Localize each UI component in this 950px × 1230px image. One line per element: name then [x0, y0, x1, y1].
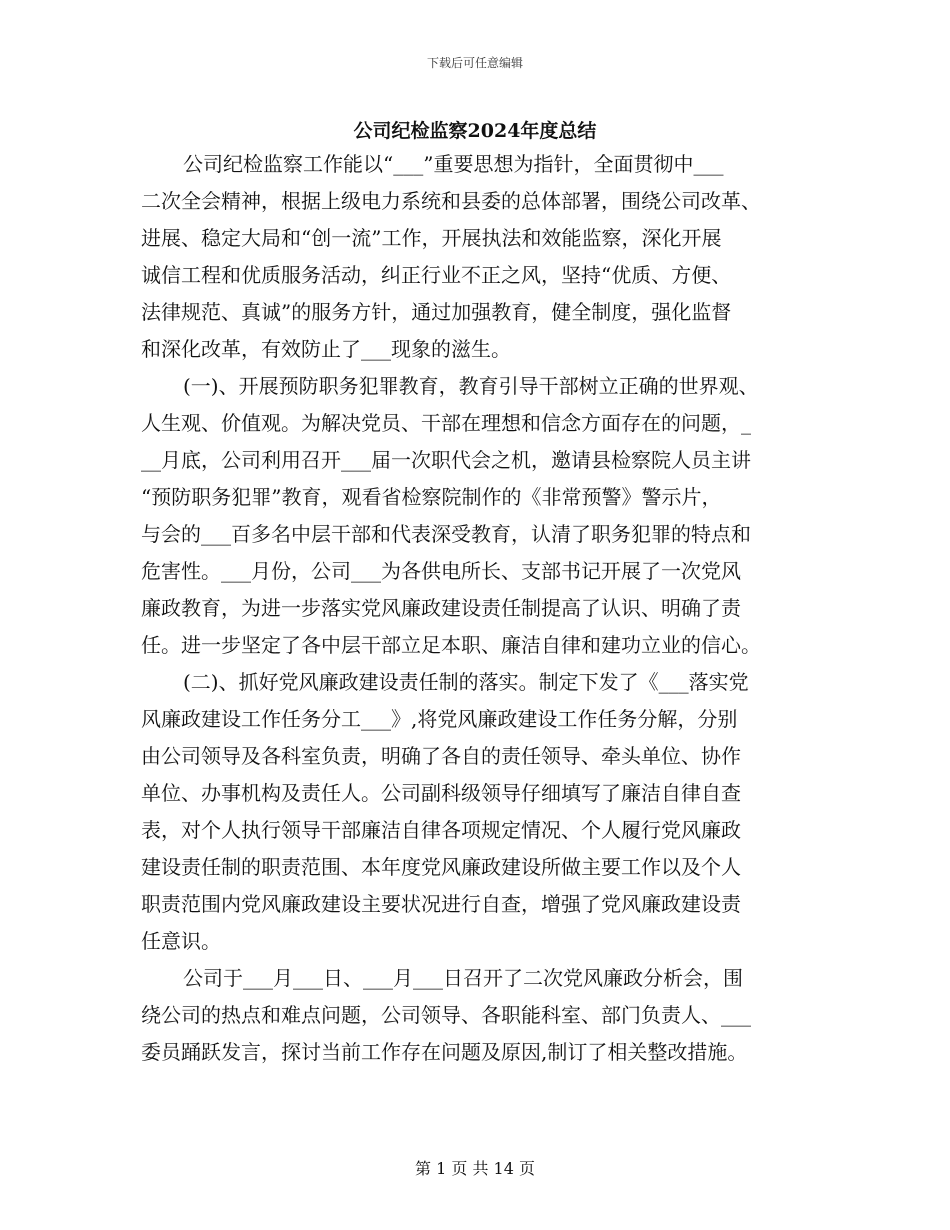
paragraph-line: 二次全会精神，根据上级电力系统和县委的总体部署，围绕公司改革、 — [141, 189, 761, 213]
paragraph-line: 与会的___百多名中层干部和代表深受教育，认清了职务犯罪的特点和 — [141, 522, 751, 546]
paragraph-line: 建设责任制的职责范围、本年度党风廉政建设所做主要工作以及个人 — [141, 855, 741, 879]
paragraph-line: 职责范围内党风廉政建设主要状况进行自查，增强了党风廉政建设责 — [141, 892, 741, 916]
paragraph-line: 任。进一步坚定了各中层干部立足本职、廉洁自律和建功立业的信心。 — [141, 633, 761, 657]
paragraph-line: 人生观、价值观。为解决党员、干部在理想和信念方面存在的问题，_ — [141, 411, 751, 435]
paragraph-line: 廉政教育，为进一步落实党风廉政建设责任制提高了认识、明确了责 — [141, 596, 741, 620]
paragraph-line: 公司纪检监察工作能以“___”重要思想为指针，全面贯彻中___ — [183, 152, 724, 176]
download-note: 下载后可任意编辑 — [426, 56, 523, 70]
paragraph-line: 诚信工程和优质服务活动，纠正行业不正之风，坚持“优质、方便、 — [141, 263, 732, 287]
document-title: 公司纪检监察2024年度总结 — [353, 120, 597, 142]
paragraph-line: 表，对个人执行领导干部廉洁自律各项规定情况、个人履行党风廉政 — [141, 818, 741, 842]
paragraph-line: 单位、办事机构及责任人。公司副科级领导仔细填写了廉洁自律自查 — [141, 781, 741, 805]
paragraph-line: 委员踊跃发言，探讨当前工作存在问题及原因,制订了相关整改措施。 — [141, 1040, 748, 1064]
paragraph-line: 由公司领导及各科室负责，明确了各自的责任领导、牵头单位、协作 — [141, 744, 741, 768]
paragraph-line: 法律规范、真诚”的服务方针，通过加强教育，健全制度，强化监督 — [141, 300, 732, 324]
document-body — [141, 146, 809, 1071]
paragraph-line: 公司于___月___日、___月___日召开了二次党风廉政分析会，围 — [183, 966, 743, 990]
paragraph-line: 绕公司的热点和难点问题，公司领导、各职能科室、部门负责人、___ — [141, 1003, 751, 1027]
paragraph — [141, 146, 809, 368]
paragraph-line: 任意识。 — [141, 929, 221, 953]
paragraph — [141, 664, 809, 960]
paragraph-line: __月底，公司利用召开___届一次职代会之机，邀请县检察院人员主讲 — [141, 448, 751, 472]
paragraph — [141, 368, 809, 664]
paragraph-line: 进展、稳定大局和“创一流”工作，开展执法和效能监察，深化开展 — [141, 226, 722, 250]
paragraph-line: 和深化改革，有效防止了___现象的滋生。 — [141, 337, 511, 361]
paragraph-line: 风廉政建设工作任务分工___》,将党风廉政建设工作任务分解，分别 — [141, 707, 738, 731]
page-number: 第 1 页 共 14 页 — [415, 1159, 535, 1178]
paragraph-line: “预防职务犯罪”教育，观看省检察院制作的《非常预警》警示片， — [141, 485, 722, 509]
paragraph-line: (二)、抓好党风廉政建设责任制的落实。制定下发了《___落实党 — [183, 670, 749, 694]
paragraph — [141, 960, 809, 1071]
paragraph-line: 危害性。___月份，公司___为各供电所长、支部书记开展了一次党风 — [141, 559, 741, 583]
paragraph-line: (一)、开展预防职务犯罪教育，教育引导干部树立正确的世界观、 — [183, 374, 759, 398]
